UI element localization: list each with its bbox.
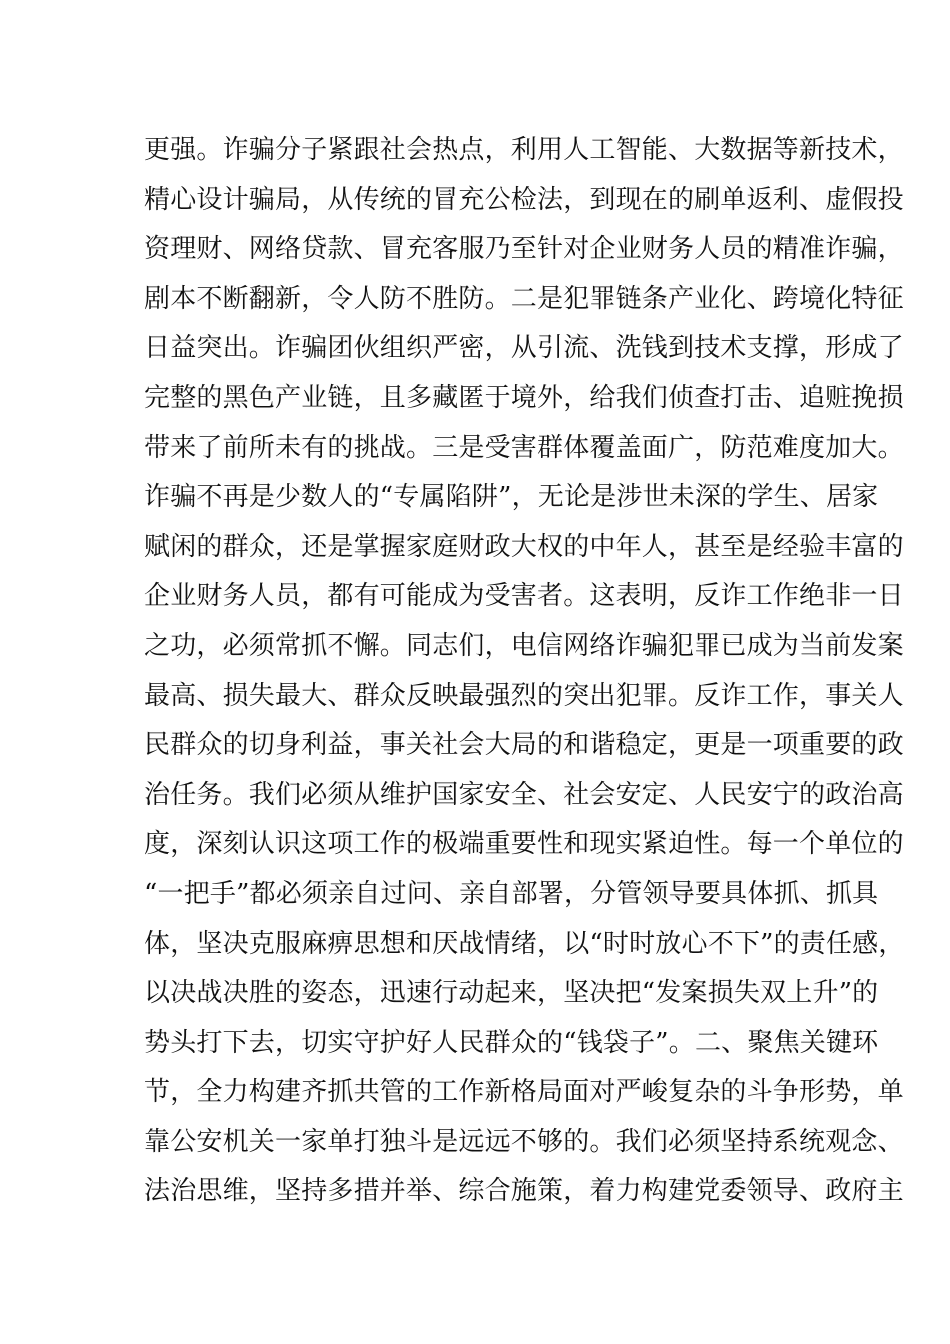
text-line: 剧本不断翻新，令人防不胜防。二是犯罪链条产业化、跨境化特征 — [144, 283, 904, 314]
text-line: 完整的黑色产业链，且多藏匿于境外，给我们侦查打击、追赃挽损 — [144, 382, 904, 413]
text-line: 资理财、网络贷款、冒充客服乃至针对企业财务人员的精准诈骗， — [144, 234, 904, 265]
text-line: 体，坚决克服麻痹思想和厌战情绪，以“时时放心不下”的责任感， — [144, 928, 905, 959]
text-line: 度，深刻认识这项工作的极端重要性和现实紧迫性。每一个单位的 — [144, 829, 904, 860]
text-line: 诈骗不再是少数人的“专属陷阱”，无论是涉世未深的学生、居家 — [144, 482, 879, 513]
text-line: 日益突出。诈骗团伙组织严密，从引流、洗钱到技术支撑，形成了 — [144, 333, 904, 364]
text-line: 靠公安机关一家单打独斗是远远不够的。我们必须坚持系统观念、 — [144, 1126, 904, 1157]
text-line: 最高、损失最大、群众反映最强烈的突出犯罪。反诈工作，事关人 — [144, 680, 904, 711]
text-line: 法治思维，坚持多措并举、综合施策，着力构建党委领导、政府主 — [144, 1176, 904, 1207]
text-line: 带来了前所未有的挑战。三是受害群体覆盖面广，防范难度加大。 — [144, 432, 904, 463]
text-line: 更强。诈骗分子紧跟社会热点，利用人工智能、大数据等新技术， — [144, 135, 904, 165]
text-line: 以决战决胜的姿态，迅速行动起来，坚决把“发案损失双上升”的 — [144, 978, 879, 1009]
text-line: 之功，必须常抓不懈。同志们，电信网络诈骗犯罪已成为当前发案 — [144, 630, 904, 661]
text-line: 精心设计骗局，从传统的冒充公检法，到现在的刷单返利、虚假投 — [144, 184, 904, 215]
text-line: 势头打下去，切实守护好人民群众的“钱袋子”。二、聚焦关键环 — [144, 1027, 879, 1058]
text-line: 赋闲的群众，还是掌握家庭财政大权的中年人，甚至是经验丰富的 — [144, 531, 904, 562]
body-text — [144, 126, 905, 1217]
text-line: 民群众的切身利益，事关社会大局的和谐稳定，更是一项重要的政 — [144, 730, 904, 761]
text-line: 企业财务人员，都有可能成为受害者。这表明，反诈工作绝非一日 — [144, 581, 904, 612]
text-line: 治任务。我们必须从维护国家安全、社会安定、人民安宁的政治高 — [144, 779, 904, 810]
text-line: 节，全力构建齐抓共管的工作新格局面对严峻复杂的斗争形势，单 — [144, 1077, 904, 1108]
text-line: “一把手”都必须亲自过问、亲自部署，分管领导要具体抓、抓具 — [144, 878, 879, 909]
